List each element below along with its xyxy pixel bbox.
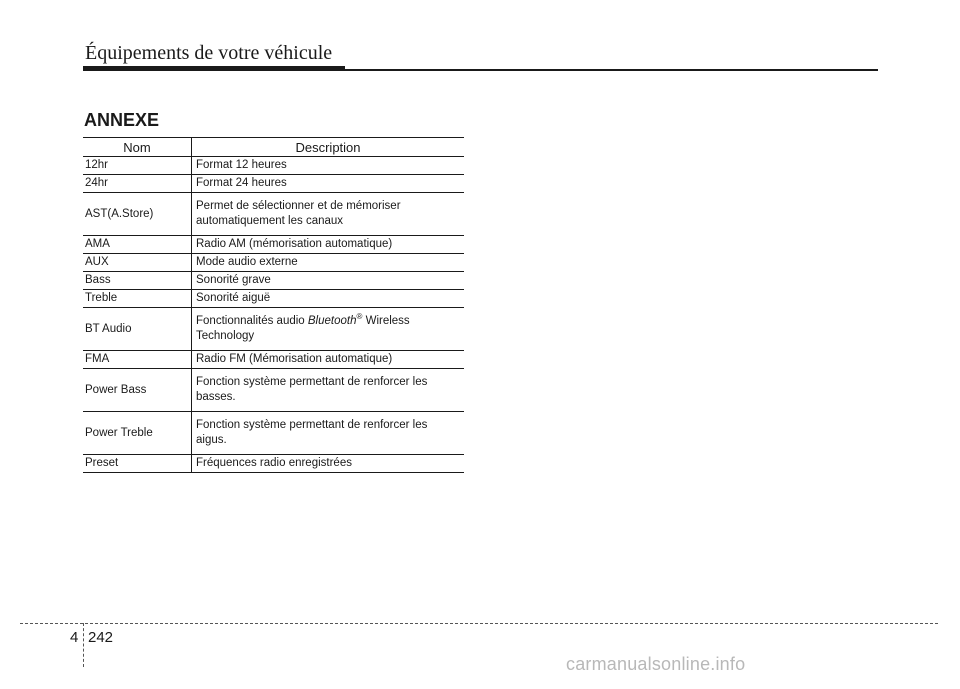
row-name: 12hr bbox=[83, 157, 192, 175]
row-description: Mode audio externe bbox=[192, 254, 465, 272]
watermark: carmanualsonline.info bbox=[566, 654, 746, 674]
row-description: Format 12 heures bbox=[192, 157, 465, 175]
row-description bbox=[192, 308, 465, 351]
registered-mark: ® bbox=[356, 312, 363, 322]
table-row bbox=[83, 369, 464, 412]
table-row bbox=[83, 308, 464, 351]
table-row bbox=[83, 412, 464, 455]
row-description: Radio FM (Mémorisation automatique) bbox=[192, 351, 465, 369]
footer-dashed-divider bbox=[83, 623, 84, 667]
table-row bbox=[83, 272, 464, 290]
row-name: AMA bbox=[83, 236, 192, 254]
chapter-number: 4 bbox=[70, 629, 79, 646]
table-row bbox=[83, 351, 464, 369]
footer-dashed-rule bbox=[20, 623, 938, 624]
row-name: Preset bbox=[83, 455, 192, 473]
table-row bbox=[83, 455, 464, 473]
row-description-line2: basses. bbox=[196, 391, 236, 403]
glossary-table bbox=[83, 137, 464, 473]
row-description-pre: Fonctionnalités audio bbox=[196, 315, 308, 327]
table-row bbox=[83, 236, 464, 254]
table-row bbox=[83, 193, 464, 236]
header-rule-thin bbox=[345, 69, 878, 71]
column-header-name: Nom bbox=[83, 138, 192, 157]
row-name: 24hr bbox=[83, 175, 192, 193]
column-header-description: Description bbox=[192, 138, 465, 157]
table-row bbox=[83, 290, 464, 308]
table-header-row bbox=[83, 138, 464, 157]
row-name: Power Treble bbox=[83, 412, 192, 455]
row-description-line2: automatiquement les canaux bbox=[196, 215, 344, 227]
section-title: ANNEXE bbox=[84, 110, 160, 130]
row-description: Fréquences radio enregistrées bbox=[192, 455, 465, 473]
row-description bbox=[192, 193, 465, 236]
table-row bbox=[83, 175, 464, 193]
row-description bbox=[192, 369, 465, 412]
row-description: Sonorité aiguë bbox=[192, 290, 465, 308]
row-description-line1: Fonction système permettant de renforcer les bbox=[196, 376, 428, 388]
row-description-line1: Fonction système permettant de renforcer les bbox=[196, 419, 428, 431]
row-name: Bass bbox=[83, 272, 192, 290]
header-rule-thick bbox=[83, 66, 345, 71]
row-description-line2: Technology bbox=[196, 330, 255, 342]
row-description bbox=[192, 412, 465, 455]
row-description: Radio AM (mémorisation automatique) bbox=[192, 236, 465, 254]
row-description: Sonorité grave bbox=[192, 272, 465, 290]
row-name: Power Bass bbox=[83, 369, 192, 412]
page-number: 242 bbox=[88, 629, 114, 646]
row-name: AST(A.Store) bbox=[83, 193, 192, 236]
row-name: BT Audio bbox=[83, 308, 192, 351]
row-description: Format 24 heures bbox=[192, 175, 465, 193]
row-description-line2: aigus. bbox=[196, 434, 227, 446]
row-description-post: Wireless bbox=[362, 315, 410, 327]
table-row bbox=[83, 254, 464, 272]
table-row bbox=[83, 157, 464, 175]
bluetooth-brand: Bluetooth bbox=[307, 315, 357, 327]
row-name: Treble bbox=[83, 290, 192, 308]
chapter-title: Équipements de votre véhicule bbox=[85, 42, 333, 64]
row-name: FMA bbox=[83, 351, 192, 369]
row-name: AUX bbox=[83, 254, 192, 272]
row-description-line1: Permet de sélectionner et de mémoriser bbox=[196, 200, 401, 212]
